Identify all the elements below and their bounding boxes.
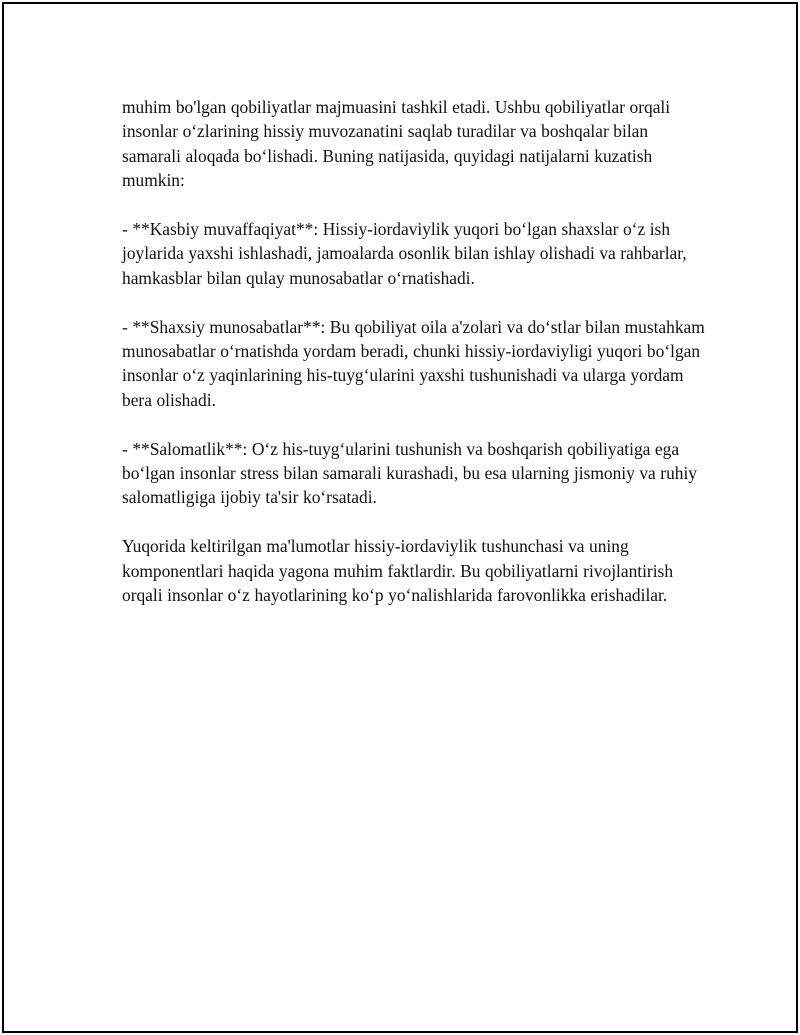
list-item-salomatlik: - **Salomatlik**: O‘z his-tuyg‘ularini tushunish va boshqarish qobiliyatiga ega bo‘lgan insonlar stress bilan samarali kurashadi, bu esa ularning jismoniy va ruhiy salomatligiga ijobiy ta'sir ko‘rsatadi. <box>122 438 698 508</box>
list-item-shaxsiy-munosabatlar: - **Shaxsiy munosabatlar**: Bu qobiliyat oila a'zolari va do‘stlar bilan mustahkam munosabatlar o‘rnatishda yordam beradi, chunki hissiy-iordaviyligi yuqori bo‘lgan insonlar o‘z yaqinlarining his-tuyg‘ularini yaxshi tushunishadi va ularga yordam bera olishadi. <box>122 316 705 410</box>
page-body <box>122 95 707 607</box>
conclusion-paragraph: Yuqorida keltirilgan ma'lumotlar hissiy-iordaviylik tushunchasi va uning komponentlari haqida yagona muhim faktlardir. Bu qobiliyatlarni rivojlantirish orqali insonlar o‘z hayotlarining ko‘p yo‘nalishlarida farovonlikka erishadilar. <box>122 536 674 606</box>
document-page <box>2 2 798 1033</box>
intro-paragraph: muhim bo'lgan qobiliyatlar majmuasini tashkil etadi. Ushbu qobiliyatlar orqali insonlar o‘zlarining hissiy muvozanatini saqlab turadilar va boshqalar bilan samarali aloqada bo‘lishadi. Buning natijasida, quyidagi natijalarni kuzatish mumkin: <box>122 97 671 191</box>
list-item-kasbiy-muvaffaqiyat: - **Kasbiy muvaffaqiyat**: Hissiy-iordaviylik yuqori bo‘lgan shaxslar o‘z ish joylarida yaxshi ishlashadi, jamoalarda osonlik bilan ishlay olishadi va rahbarlar, hamkasblar bilan qulay munosabatlar o‘rnatishadi. <box>122 219 687 288</box>
